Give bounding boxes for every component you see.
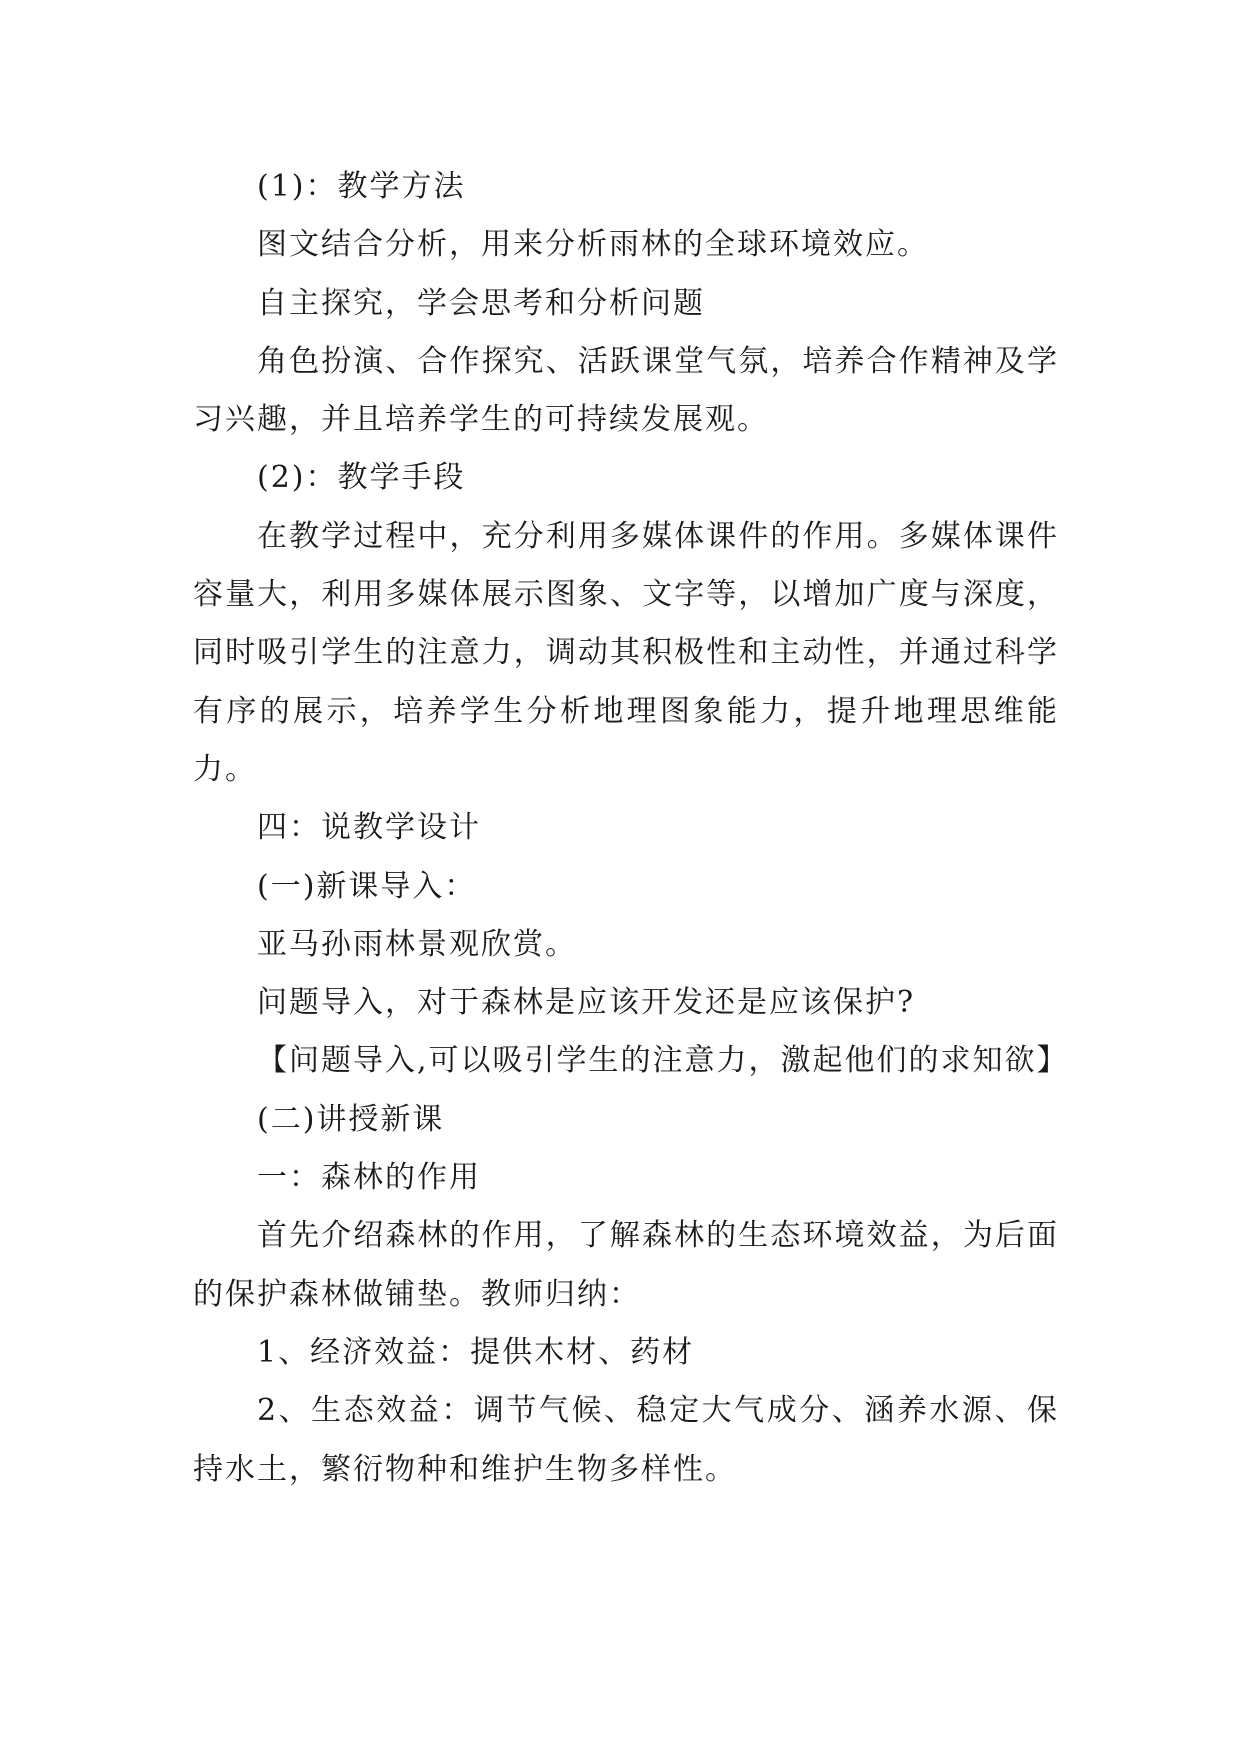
paragraph: 【问题导入,可以吸引学生的注意力，激起他们的求知欲】	[257, 1043, 1069, 1079]
list-item: 1、经济效益：提供木材、药材	[257, 1334, 695, 1370]
paragraph: 问题导入，对于森林是应该开发还是应该保护?	[257, 985, 916, 1021]
paragraph: 角色扮演、合作探究、活跃课堂气氛，培养合作精神及学习兴趣，并且培养学生的可持续发展观。	[193, 343, 1059, 438]
heading-forest-functions: 一：森林的作用	[257, 1160, 481, 1196]
heading-teach-new-lesson: (二)讲授新课	[257, 1101, 445, 1137]
heading-teaching-design: 四：说教学设计	[257, 810, 481, 846]
heading-teaching-means: (2)：教学手段	[257, 460, 466, 496]
heading-new-lesson-intro: (一)新课导入：	[257, 868, 477, 904]
list-item: 2、生态效益：调节气候、稳定大气成分、涵养水源、保持水土，繁衍物种和维护生物多样性。	[193, 1393, 1059, 1487]
heading-teaching-methods: (1)：教学方法	[257, 169, 466, 204]
document-body	[193, 158, 1069, 1499]
paragraph: 自主探究，学会思考和分析问题	[257, 285, 705, 321]
paragraph: 在教学过程中，充分利用多媒体课件的作用。多媒体课件容量大，利用多媒体展示图象、文字等，以增加广度与深度，同时吸引学生的注意力，调动其积极性和主动性，并通过科学有序的展示，培养学生分析地理图象能力，提升地理思维能力。	[193, 518, 1059, 787]
paragraph: 图文结合分析，用来分析雨林的全球环境效应。	[257, 227, 929, 263]
paragraph: 首先介绍森林的作用，了解森林的生态环境效益，为后面的保护森林做铺垫。教师归纳：	[193, 1218, 1059, 1312]
paragraph: 亚马孙雨林景观欣赏。	[257, 926, 577, 962]
